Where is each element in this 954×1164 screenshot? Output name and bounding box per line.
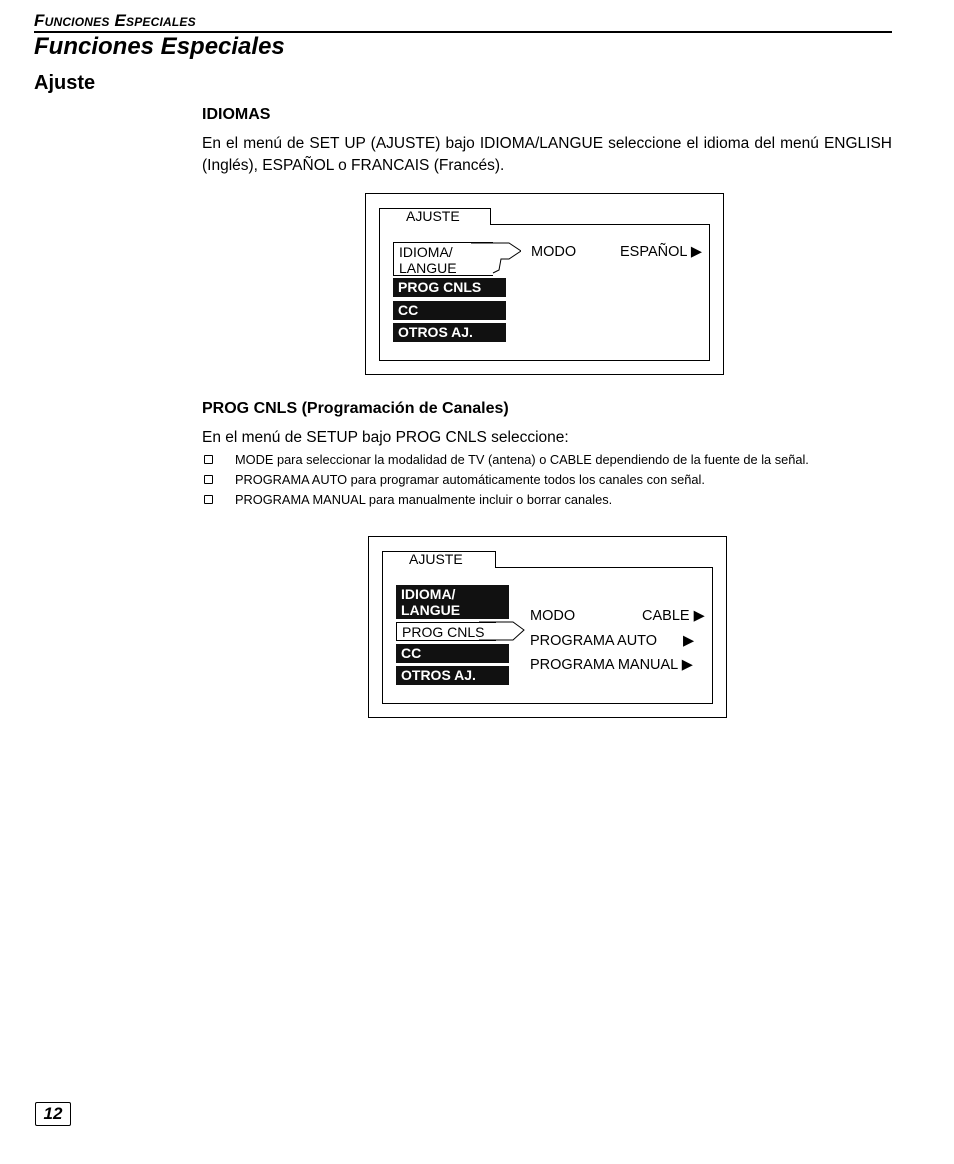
menu-item-prog-cnls[interactable]: PROG CNLS [393, 278, 506, 297]
list-item: PROGRAMA AUTO para programar automáticamente todos los canales con señal. [202, 471, 902, 491]
option-value-espanol[interactable]: ESPAÑOL ▶ [620, 244, 703, 260]
menu-item-label: IDIOMA/ [401, 586, 456, 602]
prog-cnls-heading: PROG CNLS (Programación de Canales) [202, 400, 509, 417]
idiomas-heading: IDIOMAS [202, 106, 271, 123]
menu-item-otros-aj[interactable]: OTROS AJ. [393, 323, 506, 342]
menu-item-label: LANGUE [399, 260, 457, 276]
option-label-modo: MODO [530, 608, 576, 624]
prog-cnls-bullet-list [202, 451, 902, 511]
option-programa-auto[interactable]: PROGRAMA AUTO [530, 633, 658, 649]
selection-arrow-icon [479, 621, 525, 643]
section-heading: Ajuste [34, 72, 96, 94]
menu-item-otros-aj[interactable]: OTROS AJ. [396, 666, 509, 685]
checkbox-bullet-icon [204, 475, 213, 484]
setup-menu-screen-2 [368, 536, 727, 718]
menu-item-cc[interactable]: CC [396, 644, 509, 663]
menu-item-label: IDIOMA/ [399, 244, 453, 260]
page-title: Funciones Especiales [34, 33, 285, 60]
list-item: PROGRAMA MANUAL para manualmente incluir o borrar canales. [202, 491, 902, 511]
checkbox-bullet-icon [204, 495, 213, 504]
idiomas-paragraph: En el menú de SET UP (AJUSTE) bajo IDIOMA/LANGUE seleccione el idioma del menú ENGLISH (Inglés), ESPAÑOL o FRANCAIS (Francés). [202, 135, 892, 174]
running-head: Funciones Especiales [34, 11, 196, 30]
menu-tab-ajuste: AJUSTE [382, 551, 496, 568]
list-item: MODE para seleccionar la modalidad de TV (antena) o CABLE dependiendo de la fuente de la señal. [202, 451, 902, 471]
prog-cnls-intro: En el menú de SETUP bajo PROG CNLS seleccione: [202, 429, 569, 446]
menu-item-prog-cnls-selected[interactable]: PROG CNLS [396, 622, 496, 641]
selection-arrow-icon [471, 242, 521, 278]
option-programa-manual[interactable]: PROGRAMA MANUAL ▶ [530, 657, 693, 673]
setup-menu-screen-1 [365, 193, 724, 375]
menu-item-idioma[interactable] [396, 585, 509, 619]
menu-tab-ajuste: AJUSTE [379, 208, 491, 225]
page-number: 12 [35, 1102, 71, 1126]
checkbox-bullet-icon [204, 455, 213, 464]
option-label-modo: MODO [531, 244, 577, 260]
menu-item-label: LANGUE [401, 602, 461, 618]
option-programa-auto-arrow: ▶ [683, 633, 695, 649]
menu-item-cc[interactable]: CC [393, 301, 506, 320]
option-value-cable[interactable]: CABLE ▶ [642, 608, 705, 624]
